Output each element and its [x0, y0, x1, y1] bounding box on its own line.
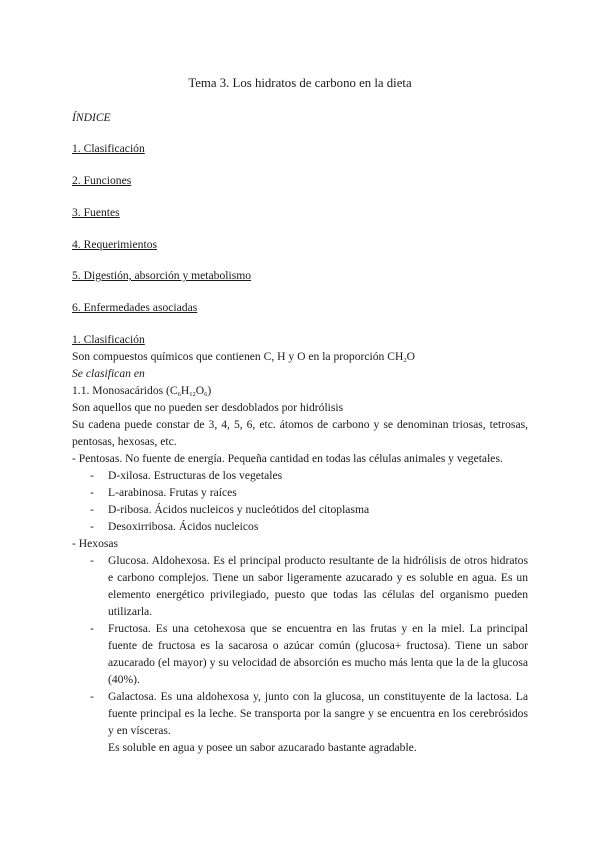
pentoses-list	[72, 467, 528, 535]
toc-item-clasificacion[interactable]: 1. Clasificación	[72, 142, 145, 155]
toc-item-digestion[interactable]: 5. Digestión, absorción y metabolismo	[72, 269, 252, 282]
pentoses-intro: - Pentosas. No fuente de energía. Pequeña cantidad en todas las células animales y vegetales.	[72, 452, 503, 465]
list-item: - Fructosa. Es una cetohexosa que se encuentra en las frutas y en la miel. La principal fuente de fructosa es la sacarosa o azúcar común (glucosa+ fructosa). Tiene un sabor azucarado (el mayor) y su velocidad de absorción es mucho más lenta que la de la glucosa (40%).	[90, 622, 528, 686]
section-heading: 1. Clasificación	[72, 333, 145, 346]
list-item: - Galactosa. Es una aldohexosa y, junto con la glucosa, un constituyente de la lactosa. La fuente principal es la leche. Se transporta por la sangre y se encuentra en los cerebrósidos y en vísceras. Es soluble en agua y posee un sabor azucarado bastante agradable.	[90, 690, 528, 754]
list-item: - Desoxirribosa. Ácidos nucleicos	[90, 520, 259, 533]
list-item: - L-arabinosa. Frutas y raíces	[90, 486, 237, 499]
section-body	[72, 331, 528, 756]
list-item: - D-xilosa. Estructuras de los vegetales	[90, 469, 283, 482]
intro-line: Son compuestos químicos que contienen C, H y O en la proporción $CH_2O$	[72, 350, 415, 364]
monosaccharides-heading: 1.1. Monosacáridos $(C_6H_{12}O_6)$	[72, 384, 212, 398]
toc-item-requerimientos[interactable]: 4. Requerimientos	[72, 238, 158, 251]
list-item: - Glucosa. Aldohexosa. Es el principal producto resultante de la hidrólisis de otros hidratos e carbono complejos. Tiene un sabor ligeramente azucarado y es soluble en agua. Es un elemento energético privilegiado, puesto que todas las células del organismo pueden utilizarla.	[90, 554, 528, 618]
list-item: - D-ribosa. Ácidos nucleicos y nucleótidos del citoplasma	[90, 503, 370, 516]
toc-item-funciones[interactable]: 2. Funciones	[72, 174, 132, 187]
galactose-extra: Es soluble en agua y posee un sabor azucarado bastante agradable.	[108, 741, 417, 754]
chain-paragraph: Su cadena puede constar de 3, 4, 5, 6, etc. átomos de carbono y se denominan triosas, tetrosas, pentosas, hexosas, etc.	[72, 418, 528, 448]
toc-item-enfermedades[interactable]: 6. Enfermedades asociadas	[72, 301, 198, 314]
page-title: Tema 3. Los hidratos de carbono en la dieta	[188, 76, 412, 90]
hexoses-intro: - Hexosas	[72, 537, 119, 550]
index-heading: ÍNDICE	[72, 111, 111, 124]
toc-item-fuentes[interactable]: 3. Fuentes	[72, 206, 120, 219]
monosaccharides-desc: Son aquellos que no pueden ser desdoblados por hidrólisis	[72, 401, 344, 414]
classify-line: Se clasifican en	[72, 367, 145, 380]
hexoses-list	[72, 552, 528, 756]
